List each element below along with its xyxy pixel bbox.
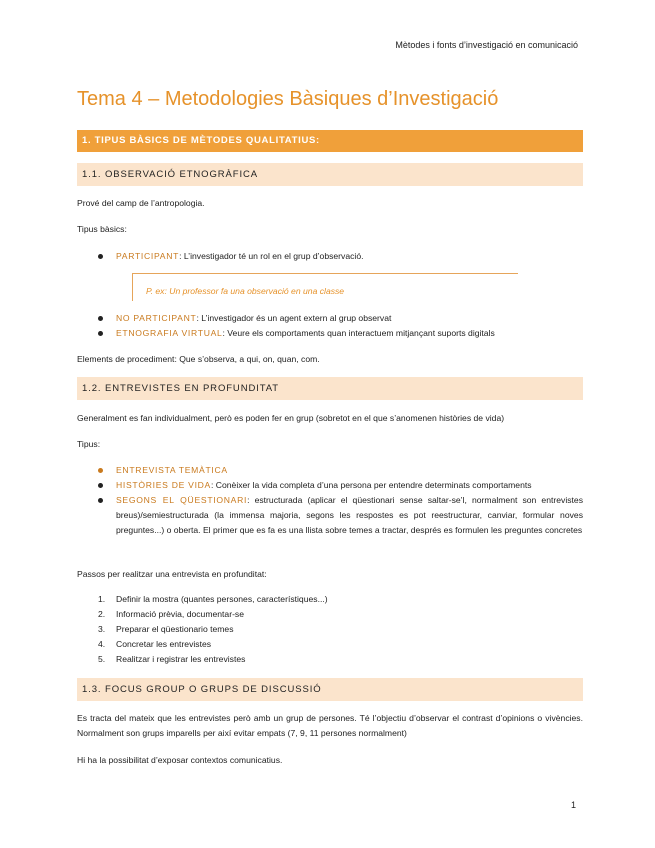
term: SEGONS EL QÜESTIONARI [116, 495, 248, 505]
list-item [98, 478, 583, 493]
bullet-list [98, 311, 583, 341]
paragraph: Elements de procediment: Que s’observa, a qui, on, quan, com. [77, 354, 320, 364]
bullet-icon [98, 468, 103, 473]
bullet-icon [98, 316, 103, 321]
bullet-list [98, 249, 583, 264]
numbered-list [98, 592, 583, 667]
list-number: 1. [98, 594, 106, 604]
subsection-heading-1-2: 1.2. ENTREVISTES EN PROFUNDITAT [77, 377, 583, 400]
item-text: Definir la mostra (quantes persones, característiques...) [116, 594, 328, 604]
example-text: P. ex: Un professor fa una observació en una classe [146, 286, 345, 296]
subsection-heading-1-1: 1.1. OBSERVACIÓ ETNOGRÀFICA [77, 163, 583, 186]
paragraph: Hi ha la possibilitat d’exposar contextos comunicatius. [77, 755, 283, 765]
term: PARTICIPANT [116, 251, 180, 261]
list-item [98, 592, 583, 607]
list-number: 2. [98, 609, 106, 619]
list-item [98, 622, 583, 637]
list-item [98, 326, 583, 341]
term: ETNOGRAFIA VIRTUAL [116, 328, 223, 338]
item-text: : estructurada (aplicar el qüestionari sense saltar-se’l, normalment son entrevistes breus)/semiestructurada (la immensa majoria, segons les respostes es pot reestructurar, canviar, formular noves preguntes...) o oberta. El primer que es fa es una llista sobre temes a tractar, després es formulen les preguntes concretes [116, 495, 583, 535]
paragraph: Tipus bàsics: [77, 224, 127, 234]
bullet-icon [98, 483, 103, 488]
subsection-heading-1-3: 1.3. FOCUS GROUP O GRUPS DE DISCUSSIÓ [77, 678, 583, 701]
list-item [98, 637, 583, 652]
item-text: : Veure els comportaments quan interactuem mitjançant suports digitals [222, 328, 495, 338]
document-title: Tema 4 – Metodologies Bàsiques d’Investigació [77, 88, 499, 110]
running-header: Mètodes i fonts d’investigació en comunicació [395, 40, 578, 50]
item-text: : Conèixer la vida completa d’una persona per entendre determinats comportaments [211, 480, 532, 490]
bullet-icon [98, 254, 103, 259]
item-text: : L’investigador és un agent extern al grup observat [196, 313, 392, 323]
list-item [98, 493, 583, 538]
item-text: : L’investigador té un rol en el grup d’observació. [179, 251, 364, 261]
term: HISTÒRIES DE VIDA [116, 480, 211, 490]
bullet-icon [98, 498, 103, 503]
item-text: Realitzar i registrar les entrevistes [116, 654, 246, 664]
list-item [98, 463, 583, 478]
paragraph: Tipus: [77, 439, 101, 449]
list-item [98, 652, 583, 667]
paragraph: Passos per realitzar una entrevista en profunditat: [77, 569, 267, 579]
section-heading-1: 1. TIPUS BÀSICS DE MÈTODES QUALITATIUS: [77, 130, 583, 152]
item-text: Informació prèvia, documentar-se [116, 609, 245, 619]
term: NO PARTICIPANT [116, 313, 197, 323]
list-item [98, 311, 583, 326]
list-number: 3. [98, 624, 106, 634]
list-number: 4. [98, 639, 106, 649]
term: ENTREVISTA TEMÀTICA [116, 465, 228, 475]
paragraph: Generalment es fan individualment, però es poden fer en grup (sobretot en el que s’anomenen històries de vida) [77, 413, 505, 423]
paragraph: Prové del camp de l’antropologia. [77, 198, 205, 208]
item-text: Concretar les entrevistes [116, 639, 212, 649]
list-item [98, 607, 583, 622]
bullet-list [98, 463, 583, 538]
list-number: 5. [98, 654, 106, 664]
page-number: 1 [571, 800, 577, 810]
item-text: Preparar el qüestionario temes [116, 624, 234, 634]
list-item [98, 249, 583, 264]
bullet-icon [98, 331, 103, 336]
paragraph: Es tracta del mateix que les entrevistes però amb un grup de persones. Té l’objectiu d’observar el contrast d’opinions o vivències. Normalment son grups imparells per així evitar empats (7, 9, 11 persones normalment) [77, 713, 583, 738]
